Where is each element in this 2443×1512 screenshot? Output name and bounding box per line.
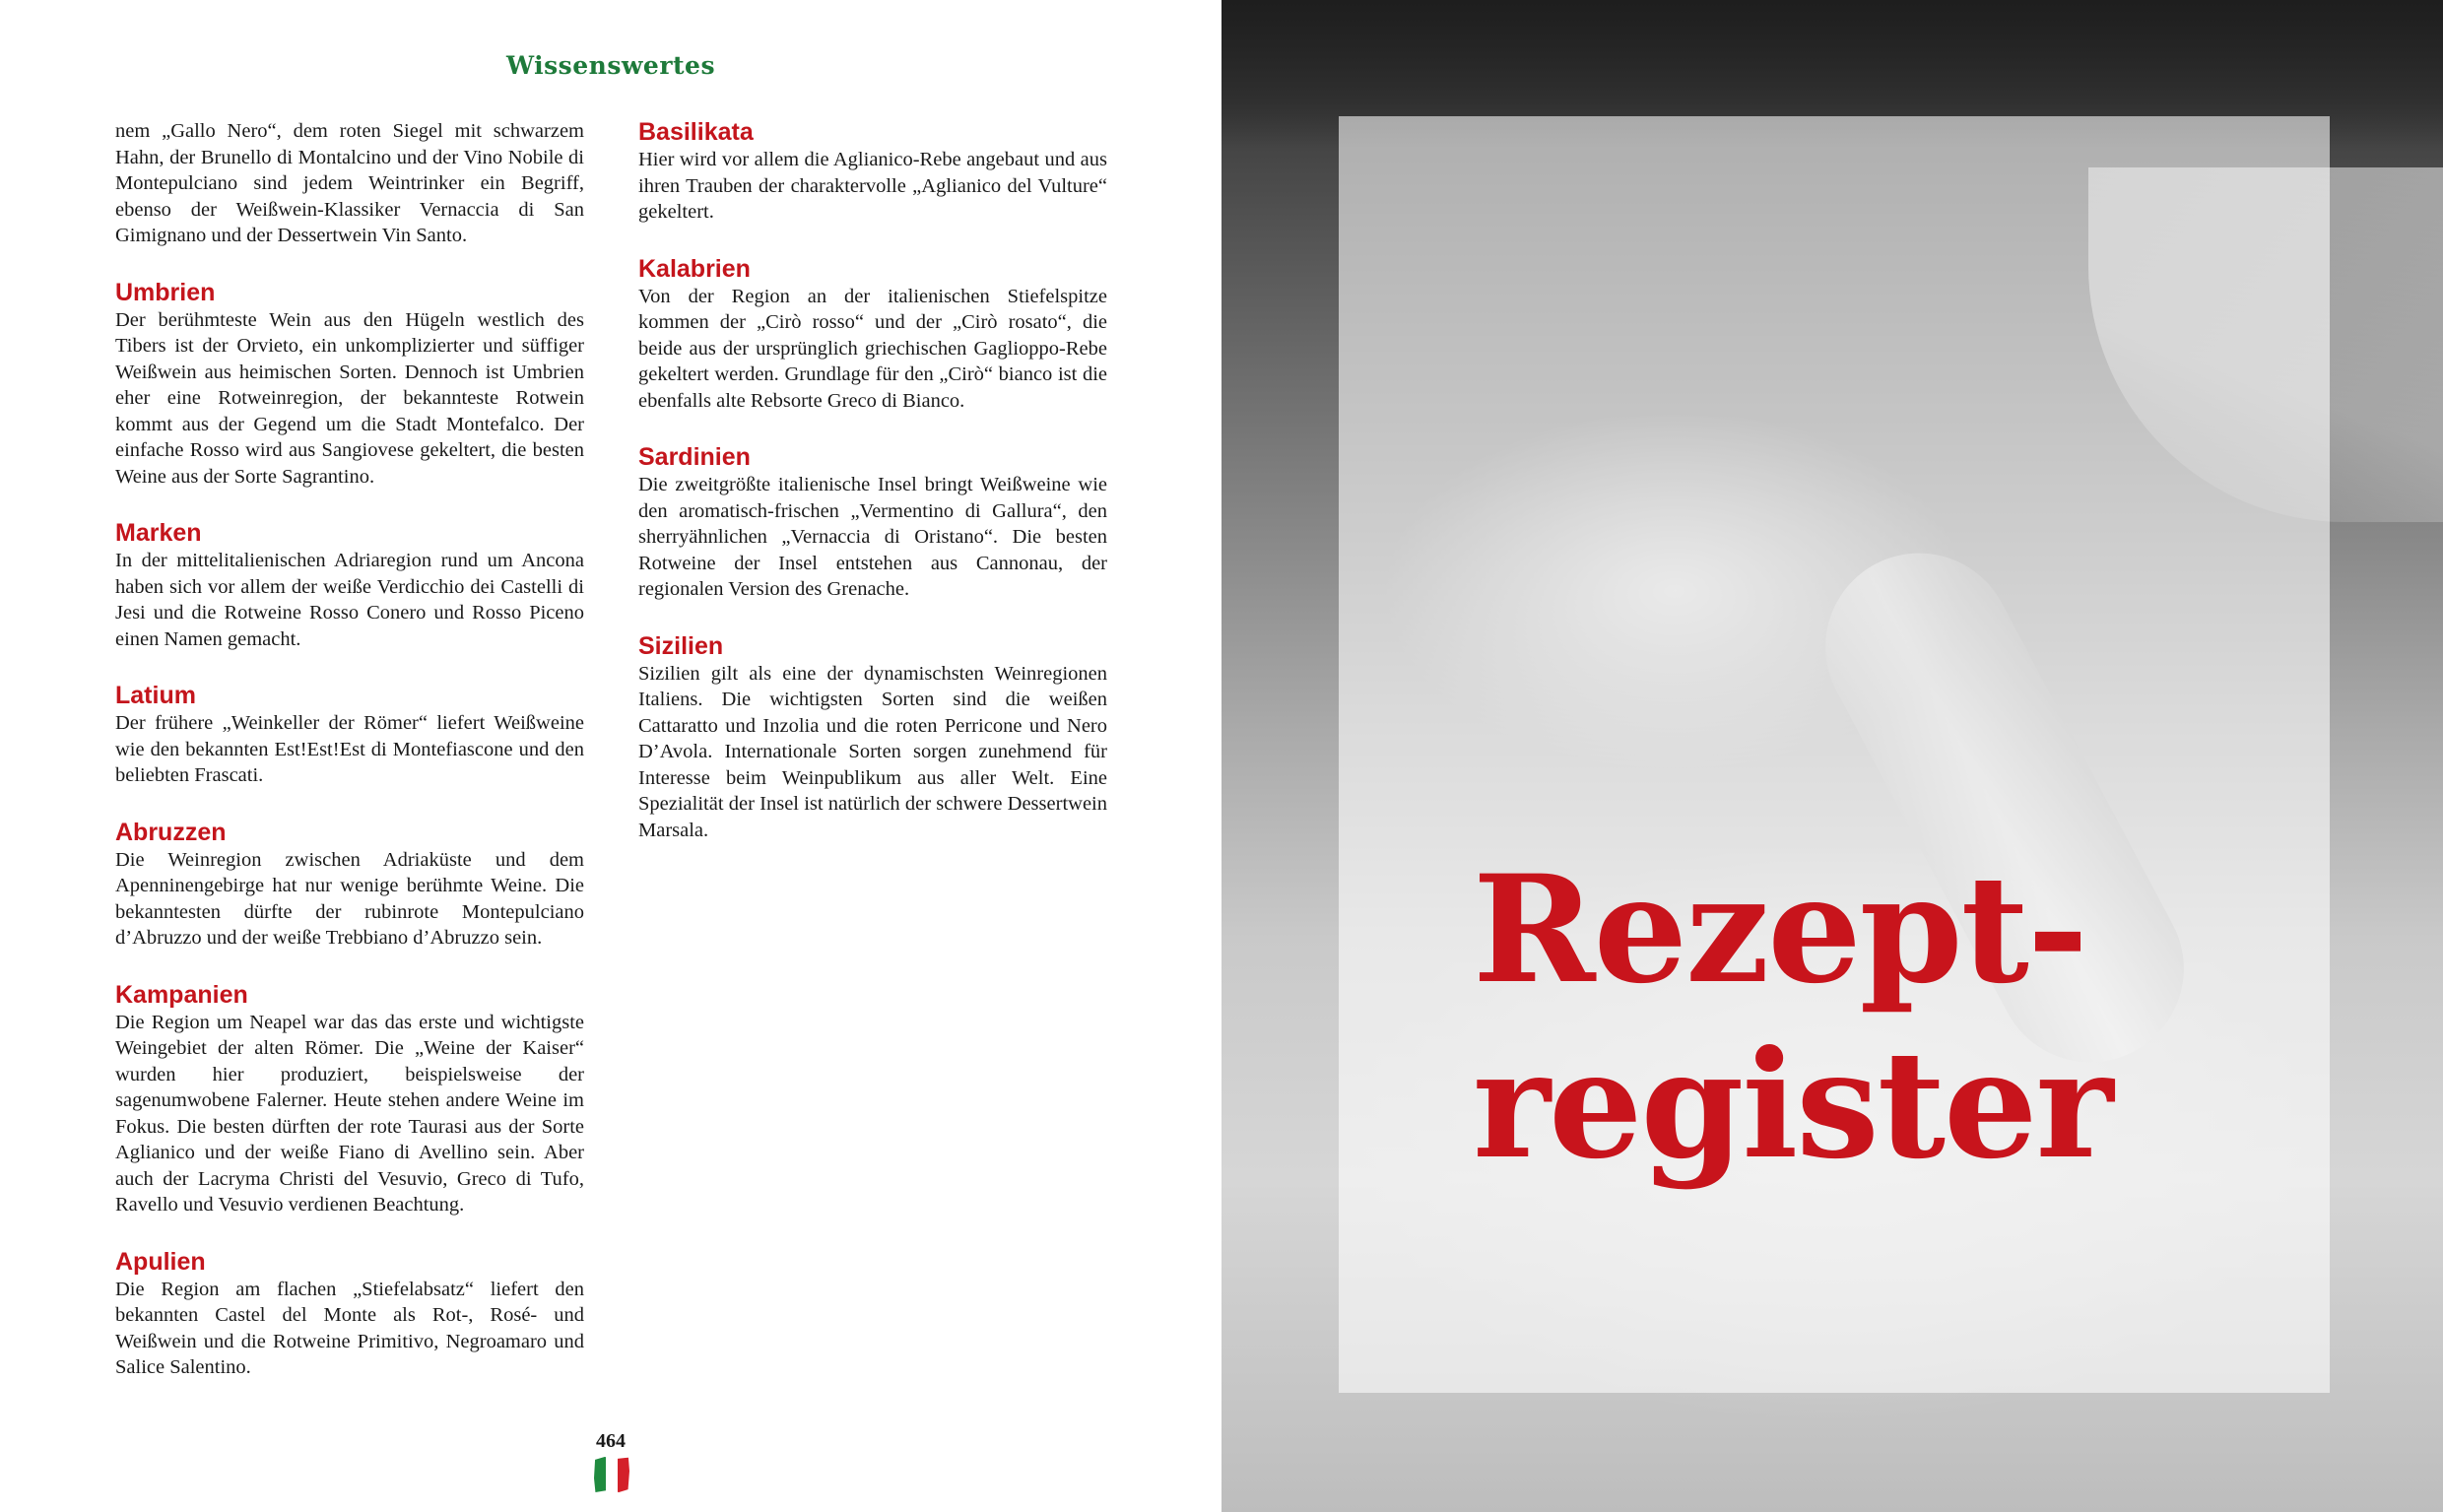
section-text: Hier wird vor allem die Aglianico-Rebe angebaut und aus ihren Trauben der charaktervolle „Aglianico del Vulture“ gekeltert. (638, 149, 1107, 223)
section-marken (115, 519, 584, 652)
section-text: Die Region am flachen „Stiefelabsatz“ liefert den bekannten Castel del Monte als Rot-, Rosé- und Weißwein und die Rotweine Primitivo, Negroamaro und Salice Salentino. (115, 1278, 584, 1378)
section-text: In der mittelitalienischen Adriaregion rund um Ancona haben sich vor allem der weiße Verdicchio dei Castelli di Jesi und die Rotweine Rosso Conero und Rosso Piceno einen Namen gemacht. (115, 550, 584, 650)
section-sardinien (638, 443, 1107, 603)
section-sizilien (638, 632, 1107, 844)
page-number: 464 (596, 1430, 626, 1452)
section-heading: Latium (115, 682, 196, 709)
section-heading: Kampanien (115, 980, 248, 1009)
section-text: Der frühere „Weinkeller der Römer“ liefert Weißweine wie den bekannten Est!Est!Est di Montefiascone und den beliebten Frascati. (115, 712, 584, 786)
section-text: Von der Region an der italienischen Stiefelspitze kommen der „Cirò rosso“ und der „Cirò rosato“, die beide aus der ursprünglich griechischen Gaglioppo-Rebe gekeltert werden. Grundlage für den „Cirò“ bianco ist die ebenfalls alte Rebsorte Greco di Bianco. (638, 285, 1107, 412)
intro-text: nem „Gallo Nero“, dem roten Siegel mit schwarzem Hahn, der Brunello di Montalcino und der Vino Nobile di Montepulciano sind jedem Weintrinker ein Begriff, ebenso der Weißwein-Klassiker Vernaccia di San Gimignano und der Dessertwein Vin Santo. (115, 120, 584, 246)
section-heading: Sizilien (638, 631, 724, 660)
running-head: Wissenswertes (505, 51, 716, 80)
translucent-overlay-panel (1339, 116, 2330, 1393)
section-kampanien (115, 981, 584, 1218)
flag-stripe-green (594, 1457, 606, 1492)
italian-flag-icon (594, 1457, 629, 1492)
section-text: Die Region um Neapel war das das erste und wichtigste Weingebiet der alten Römer. Die „Weine der Kaiser“ wurden hier produziert, beispielsweise der sagenumwobene Falerner. Heute stehen andere Weine im Fokus. Die besten dürften der rote Taurasi aus der Sorte Aglianico und der weiße Fiano di Avellino sein. Aber auch der Lacryma Christi del Vesuvio, Greco di Tufo, Ravello und Vesuvio verdienen Beachtung. (115, 1011, 584, 1216)
section-text: Die zweitgrößte italienische Insel bringt Weißweine wie den aromatisch-frischen „Vermentino di Gallura“, den sherryähnlichen „Vernaccia di Oristano“. Die besten Rotweine der Insel entstehen aus Cannonau, der regionalen Version des Grenache. (638, 474, 1107, 600)
section-heading: Marken (115, 519, 202, 547)
right-page-photo (1222, 0, 2443, 1512)
chapter-title-line-2: register (1473, 1019, 2112, 1192)
section-heading: Basilikata (638, 118, 754, 146)
section-heading: Sardinien (638, 443, 751, 471)
text-column-left (115, 118, 584, 1411)
text-column-right (638, 118, 1107, 873)
section-text: Der berühmteste Wein aus den Hügeln westlich des Tibers ist der Orvieto, ein unkomplizierter und süffiger Weißwein aus heimischen Sorten. Dennoch ist Umbrien eher eine Rotweinregion, der bekannteste Rotwein kommt aus der Gegend um die Stadt Montefalco. Der einfache Rosso wird aus Sangiovese gekeltert, die besten Weine aus der Sorte Sagrantino. (115, 308, 584, 488)
section-text: Die Weinregion zwischen Adriaküste und dem Apenninengebirge hat nur wenige berühmte Weine. Die bekanntesten dürfte der rubinrote Montepulciano d’Abruzzo und der weiße Trebbiano d’Abruzzo sein. (115, 848, 584, 949)
section-basilikata (638, 118, 1107, 226)
flag-stripe-white (606, 1457, 618, 1492)
chapter-title-line-1: Rezept- (1473, 843, 2087, 1017)
flag-stripe-red (618, 1457, 629, 1492)
section-apulien (115, 1248, 584, 1381)
section-abruzzen (115, 819, 584, 952)
section-kalabrien (638, 255, 1107, 415)
section-text: Sizilien gilt als eine der dynamischsten Weinregionen Italiens. Die wichtigsten Sorten sind die weißen Cattaratto und Inzolia und die roten Perricone und Nero D’Avola. Internationale Sorten sorgen zunehmend für Interesse beim Weinpublikum aus aller Welt. Eine Spezialität der Insel ist natürlich der schwere Dessertwein Marsala. (638, 662, 1107, 841)
section-heading: Kalabrien (638, 254, 751, 283)
section-latium (115, 682, 584, 789)
section-heading: Apulien (115, 1247, 206, 1276)
section-heading: Abruzzen (115, 818, 227, 846)
chapter-title (1473, 842, 2261, 1193)
intro-paragraph (115, 118, 584, 249)
section-heading: Umbrien (115, 278, 216, 306)
section-umbrien (115, 279, 584, 491)
